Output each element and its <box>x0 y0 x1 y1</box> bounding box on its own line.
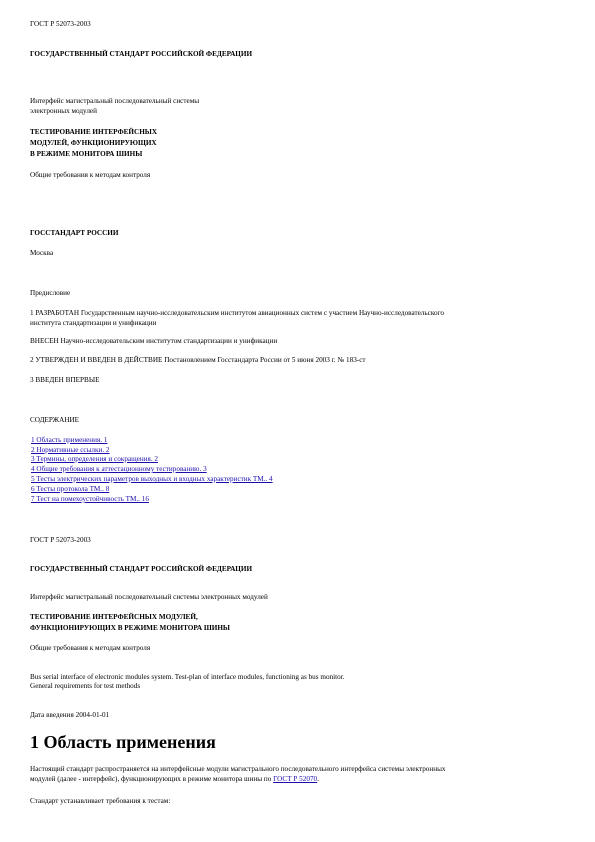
publisher-org: ГОССТАНДАРТ РОССИИ <box>30 229 119 237</box>
requirements-line: Общие требования к методам контроля <box>30 171 151 179</box>
english-title-line2: General requirements for test methods <box>30 682 141 690</box>
title-caps-3: В РЕЖИМЕ МОНИТОРА ШИНЫ <box>30 150 143 158</box>
publisher-city: Москва <box>30 249 54 257</box>
doc-number: ГОСТ Р 52073-2003 <box>30 20 91 28</box>
foreword-heading: Предисловие <box>30 289 71 297</box>
title-caps-2: МОДУЛЕЙ, ФУНКЦИОНИРУЮЩИХ <box>30 139 157 147</box>
section-1-p1-line2 <box>30 775 319 785</box>
title-line-2: электронных модулей <box>30 107 97 115</box>
section-1-title: 1 Область применения <box>30 732 216 752</box>
title-line-1: Интерфейс магистральный последовательный системы <box>30 97 200 105</box>
toc-link-1[interactable]: 1 Область применения. 1 <box>31 436 108 444</box>
toc-link-5[interactable]: 5 Тесты электрических параметров выходных и входных характеристик ТМ.. 4 <box>31 475 273 483</box>
gost-52070-link[interactable]: ГОСТ Р 52070 <box>273 775 318 783</box>
interface-line: Интерфейс магистральный последовательный системы электронных модулей <box>30 593 268 601</box>
doc-number-2: ГОСТ Р 52073-2003 <box>30 536 91 544</box>
standard-title: ГОСУДАРСТВЕННЫЙ СТАНДАРТ РОССИЙСКОЙ ФЕДЕРАЦИИ <box>30 50 253 58</box>
foreword-p1-line1: 1 РАЗРАБОТАН Государственным научно-исследовательским институтом авиационных систем с участием Научно-исследовательского <box>30 309 444 317</box>
toc-link-6[interactable]: 6 Тесты протокола ТМ.. 8 <box>31 485 110 493</box>
title-caps-2-2: ФУНКЦИОНИРУЮЩИХ В РЕЖИМЕ МОНИТОРА ШИНЫ <box>30 624 230 632</box>
section-1-p1-text: модулей (далее - интерфейс), функционирующих в режиме монитора шины по <box>30 775 274 783</box>
english-title-line1: Bus serial interface of electronic modules system. Test-plan of interface modules, functioning as bus monitor. <box>30 673 345 681</box>
standard-title-2: ГОСУДАРСТВЕННЫЙ СТАНДАРТ РОССИЙСКОЙ ФЕДЕРАЦИИ <box>30 565 253 573</box>
toc-link-2[interactable]: 2 Нормативные ссылки. 2 <box>31 446 110 454</box>
section-1-p1-line1: Настоящий стандарт распространяется на интерфейсные модули магистрального последовательного интерфейса системы электронных <box>30 765 446 773</box>
toc-link-7[interactable]: 7 Тест на помехоустойчивость ТМ.. 16 <box>31 495 149 503</box>
toc-link-4[interactable]: 4 Общие требования к аттестационному тестированию. 3 <box>31 465 207 473</box>
requirements-line-2: Общие требования к методам контроля <box>30 644 151 652</box>
intro-date: Дата введения 2004-01-01 <box>30 711 110 719</box>
toc-heading: СОДЕРЖАНИЕ <box>30 416 80 424</box>
foreword-p4: 3 ВВЕДЕН ВПЕРВЫЕ <box>30 376 100 384</box>
toc-link-3[interactable]: 3 Термины, определения и сокращения. 2 <box>31 455 159 463</box>
section-1-p2: Стандарт устанавливает требования к тестам: <box>30 797 171 805</box>
foreword-p3: 2 УТВЕРЖДЕН И ВВЕДЕН В ДЕЙСТВИЕ Постановлением Госстандарта России от 5 июня 2003 г. № 183-ст <box>30 356 366 364</box>
foreword-p1-line2: института стандартизации и унификации <box>30 319 157 327</box>
title-caps-2-1: ТЕСТИРОВАНИЕ ИНТЕРФЕЙСНЫХ МОДУЛЕЙ, <box>30 613 198 621</box>
section-1-p1-end: . <box>317 775 319 783</box>
foreword-p2: ВНЕСЕН Научно-исследовательским институтом стандартизации и унификации <box>30 337 278 345</box>
title-caps-1: ТЕСТИРОВАНИЕ ИНТЕРФЕЙСНЫХ <box>30 128 158 136</box>
